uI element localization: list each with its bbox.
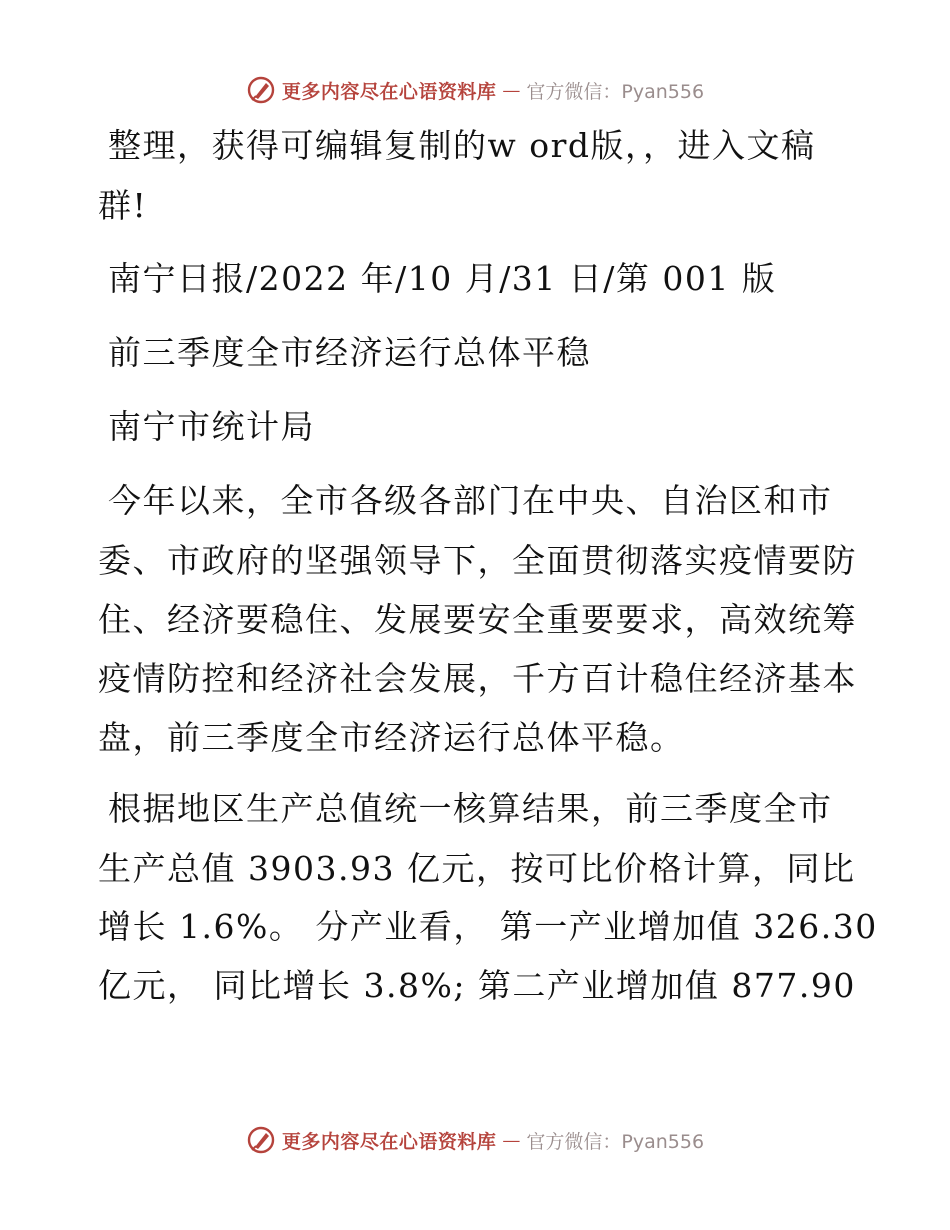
text-line-2: 群! xyxy=(98,186,148,225)
paragraph-1-line-5: 盘，前三季度全市经济运行总体平稳。 xyxy=(98,718,685,757)
paragraph-2-line-4: 亿元， 同比增长 3.8%; 第二产业增加值 877.90 xyxy=(98,966,856,1005)
watermark-main-text: 更多内容尽在心语资料库 xyxy=(281,1130,497,1153)
watermark-main-text: 更多内容尽在心语资料库 xyxy=(281,80,497,103)
paragraph-1-line-1: 今年以来，全市各级各部门在中央、自治区和市 xyxy=(108,481,833,520)
watermark-header xyxy=(0,70,950,110)
article-author: 南宁市统计局 xyxy=(108,407,315,446)
text-line-1: 整理，获得可编辑复制的w ord版，，进入文稿 xyxy=(108,126,816,165)
watermark-dash: — xyxy=(502,1129,521,1151)
watermark-dash: — xyxy=(502,79,521,101)
paragraph-2-line-1: 根据地区生产总值统一核算结果，前三季度全市 xyxy=(108,789,833,828)
paragraph-2-line-2: 生产总值 3903.93 亿元，按可比价格计算，同比 xyxy=(98,849,856,888)
paragraph-1-line-2: 委、市政府的坚强领导下，全面贯彻落实疫情要防 xyxy=(98,541,857,580)
article-headline: 前三季度全市经济运行总体平稳 xyxy=(108,333,591,372)
watermark-footer xyxy=(0,1120,950,1160)
quill-logo-icon xyxy=(246,1125,276,1155)
paragraph-2-line-3: 增长 1.6%。 分产业看， 第一产业增加值 326.30 xyxy=(98,907,878,946)
newspaper-source-line: 南宁日报/2022 年/10 月/31 日/第 001 版 xyxy=(108,259,777,298)
watermark-wechat-text: 官方微信：Pyan556 xyxy=(526,80,705,103)
paragraph-1-line-4: 疫情防控和经济社会发展，千方百计稳住经济基本 xyxy=(98,659,857,698)
watermark-wechat-text: 官方微信：Pyan556 xyxy=(526,1130,705,1153)
paragraph-1-line-3: 住、经济要稳住、发展要安全重要要求，高效统筹 xyxy=(98,600,857,639)
quill-logo-icon xyxy=(246,75,276,105)
